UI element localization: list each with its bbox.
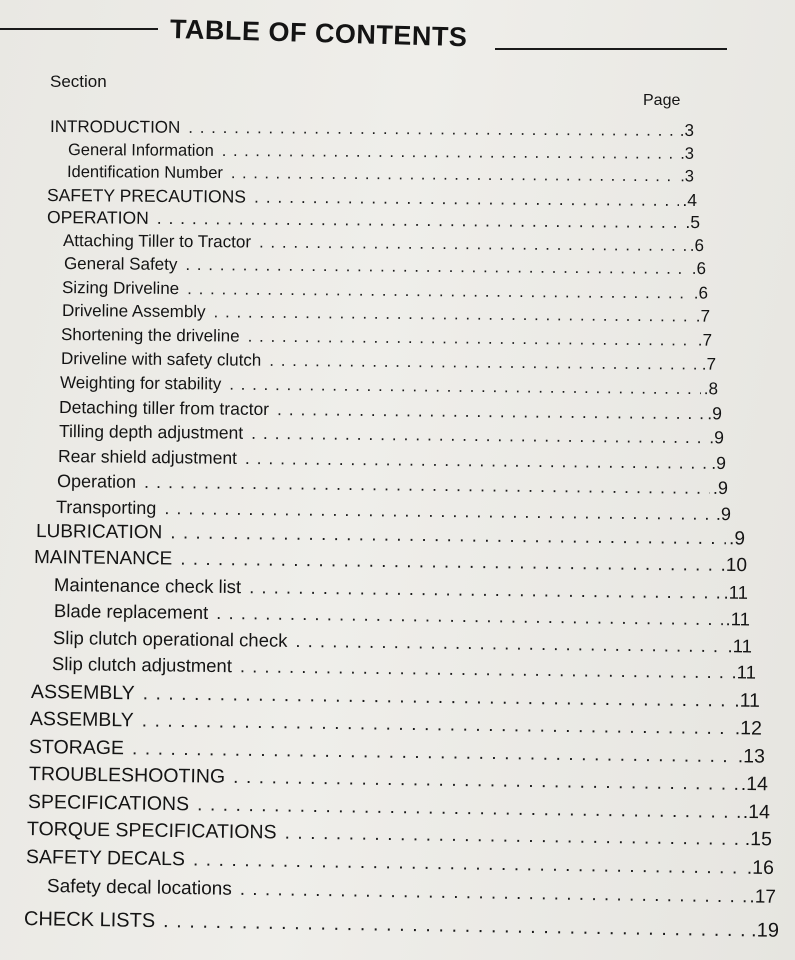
toc-entry-label: Driveline with safety clutch: [60, 349, 262, 370]
toc-entry-label: Identification Number: [66, 163, 223, 183]
toc-leader-dots: [197, 793, 740, 824]
toc-entry-page: .5: [685, 212, 701, 233]
toc-entry-label: Sizing Driveline: [61, 278, 180, 299]
toc-entry-label: INTRODUCTION: [49, 117, 181, 137]
toc-entry-page: .6: [693, 283, 709, 303]
toc-leader-dots: [277, 399, 704, 424]
toc-leader-dots: [132, 737, 735, 768]
toc-entry-label: Driveline Assembly: [61, 301, 206, 322]
toc-entry-page: .14: [740, 772, 769, 796]
toc-entry-label: Rear shield adjustment: [57, 446, 238, 468]
toc-leader-dots: [231, 164, 677, 186]
toc-entry-label: STORAGE: [28, 736, 125, 760]
toc-entry: [62, 278, 708, 304]
toc-leader-dots: [229, 375, 701, 400]
toc-entry: [58, 446, 726, 474]
toc-leader-dots: [240, 655, 729, 683]
toc-leader-dots: [249, 576, 721, 603]
toc-entry-page: .4: [682, 189, 698, 211]
toc-leader-dots: [185, 255, 689, 279]
toc-entry-label: Transporting: [55, 497, 157, 519]
toc-entry-label: Tilling depth adjustment: [58, 421, 244, 443]
toc-leader-dots: [245, 448, 709, 474]
toc-leader-dots: [259, 233, 687, 256]
toc-entry: [54, 574, 748, 604]
toc-entry-page: .11: [727, 635, 753, 657]
toc-leader-dots: [180, 549, 717, 577]
toc-leader-dots: [187, 279, 691, 303]
toc-leader-dots: [157, 208, 683, 233]
toc-entry-label: ASSEMBLY: [29, 708, 134, 732]
toc-entry-page: .15: [744, 828, 773, 851]
toc-entry: [54, 600, 750, 631]
toc-entry-page: .3: [679, 120, 695, 140]
toc-entry-label: TROUBLESHOOTING: [28, 763, 226, 788]
toc-entry-label: OPERATION: [46, 207, 149, 228]
toc-entry-label: Slip clutch adjustment: [51, 653, 233, 677]
toc-entry-label: Blade replacement: [53, 600, 209, 623]
toc-entry: [56, 497, 731, 525]
toc-entry: [68, 141, 694, 164]
toc-entry-label: SAFETY PRECAUTIONS: [46, 185, 247, 207]
toc-entry-page: .14: [742, 800, 771, 824]
toc-entry: [34, 547, 747, 577]
toc-entry-page: .9: [707, 403, 723, 424]
toc-leader-dots: [164, 498, 713, 525]
toc-entry-page: .9: [711, 452, 727, 473]
toc-entry-page: .13: [737, 745, 766, 768]
toc-entry: [30, 708, 762, 741]
toc-leader-dots: [142, 709, 732, 740]
toc-entry-page: .11: [725, 608, 751, 630]
toc-leader-dots: [269, 351, 699, 375]
toc-entry-page: .7: [695, 306, 711, 326]
toc-entry: [24, 908, 779, 943]
toc-entry: [47, 876, 776, 909]
toc-entry-page: .9: [715, 503, 732, 525]
toc-leader-dots: [214, 302, 693, 326]
toc-entry-page: .9: [712, 477, 729, 499]
toc-entry: [53, 627, 752, 658]
toc-leader-dots: [144, 472, 710, 499]
toc-entry-label: Shortening the driveline: [60, 325, 240, 346]
toc-entry-label: Maintenance check list: [53, 574, 242, 598]
toc-leader-dots: [188, 118, 677, 141]
toc-entry: [59, 397, 722, 424]
toc-entry-page: .6: [689, 235, 705, 256]
toc-entry-label: General Safety: [63, 254, 178, 274]
toc-entry-page: .7: [697, 330, 713, 350]
toc-entry-page: .9: [728, 528, 746, 550]
toc-entry-page: .3: [680, 167, 695, 186]
toc-entry-page: .11: [734, 689, 761, 712]
toc-entry-label: SAFETY DECALS: [25, 846, 186, 871]
toc-entry-label: Operation: [56, 471, 137, 492]
toc-entry-page: .17: [749, 886, 777, 908]
toc-entry-label: Slip clutch operational check: [52, 627, 288, 651]
page-title: TABLE OF CONTENTS: [169, 14, 468, 53]
toc-entry: [47, 207, 700, 233]
toc-entry-label: General Information: [67, 141, 214, 160]
toc-entry-page: .3: [680, 144, 695, 163]
toc-entry-page: .12: [734, 717, 763, 740]
toc-entry-page: .11: [731, 661, 757, 683]
toc-entry: [63, 231, 704, 256]
toc-entry-page: .9: [709, 427, 725, 448]
toc-entry-label: Attaching Tiller to Tractor: [62, 231, 252, 252]
toc-entry: [27, 818, 772, 851]
toc-leader-dots: [254, 187, 680, 211]
page-column-label: Page: [643, 92, 681, 109]
toc-entry-label: Weighting for stability: [59, 373, 222, 394]
toc-entry: [61, 325, 712, 351]
toc-leader-dots: [216, 602, 723, 630]
toc-leader-dots: [251, 423, 706, 448]
toc-leader-dots: [143, 682, 732, 712]
toc-leader-dots: [248, 327, 695, 351]
toc-leader-dots: [284, 822, 742, 851]
toc-entry-page: .8: [703, 379, 719, 399]
toc-entry-label: TORQUE SPECIFICATIONS: [26, 818, 277, 844]
toc-entry-page: .10: [720, 554, 748, 577]
toc-entry: [67, 163, 694, 186]
toc-entry: [57, 471, 728, 499]
section-column-label: Section: [50, 72, 107, 91]
toc-entry: [60, 373, 718, 399]
toc-entry: [36, 521, 745, 550]
toc-leader-dots: [240, 879, 747, 909]
toc-entry: [61, 349, 716, 375]
toc-leader-dots: [222, 142, 678, 164]
toc-entry: [62, 301, 710, 327]
toc-leader-dots: [193, 848, 744, 879]
toc-entry-page: .19: [750, 919, 780, 942]
toc-entry-label: SPECIFICATIONS: [27, 791, 190, 816]
toc-entry: [29, 763, 768, 796]
toc-entry: [52, 653, 756, 684]
toc-entry-page: .7: [701, 354, 717, 374]
toc-entry: [31, 681, 760, 713]
toc-entry: [59, 421, 724, 448]
toc-leader-dots: [163, 910, 748, 942]
toc-entry: [64, 254, 706, 279]
toc-leader-dots: [170, 522, 726, 550]
toc-leader-dots: [295, 630, 724, 657]
toc-entry-label: Safety decal locations: [46, 876, 232, 900]
toc-entry-page: .11: [723, 581, 749, 603]
toc-entry-page: .16: [746, 856, 775, 880]
toc-entry: [50, 117, 694, 141]
toc-entry: [26, 846, 774, 880]
toc-entry-label: MAINTENANCE: [33, 547, 173, 570]
toc-entry-label: CHECK LISTS: [23, 908, 156, 933]
toc-leader-dots: [233, 766, 738, 796]
toc-entry-label: ASSEMBLY: [30, 681, 135, 705]
toc-entry-label: Detaching tiller from tractor: [58, 397, 270, 420]
toc-entry-label: LUBRICATION: [35, 521, 163, 544]
toc-entry-page: .6: [691, 258, 707, 279]
